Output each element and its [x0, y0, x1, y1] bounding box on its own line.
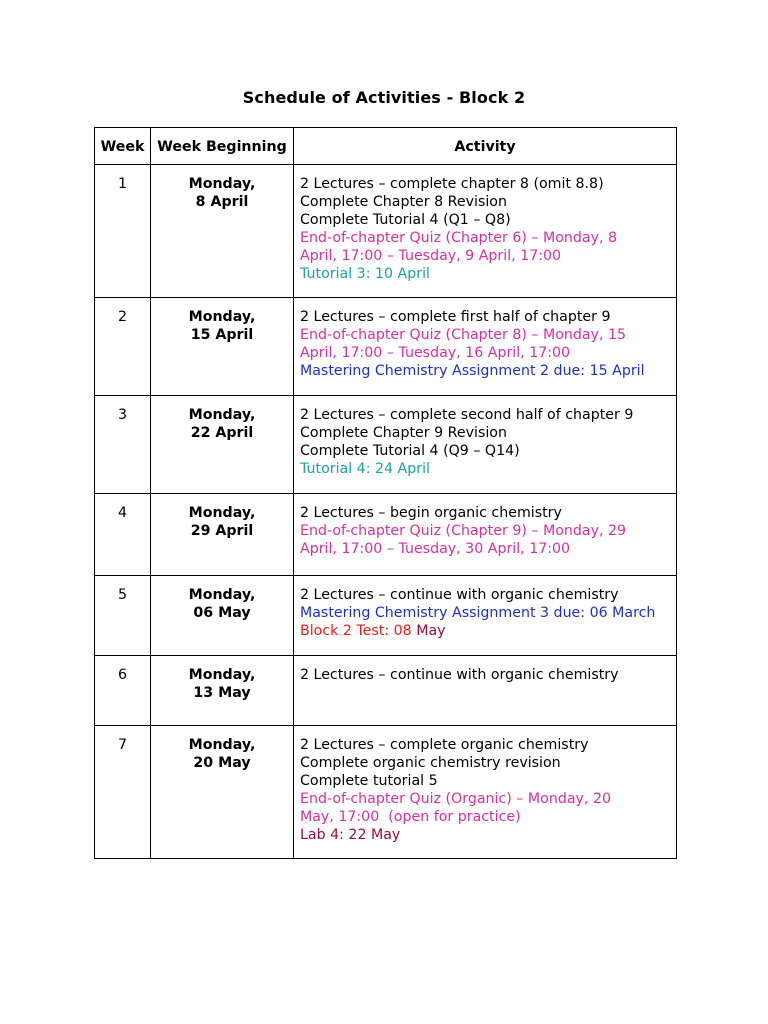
- activity-text: April, 17:00 – Tuesday, 9 April, 17:00: [300, 248, 562, 264]
- week-date: 15 April: [190, 327, 254, 343]
- activity-line: [300, 406, 672, 424]
- activity-line: [300, 622, 672, 640]
- activity-cell: [294, 656, 677, 726]
- activity-text: Mastering Chemistry Assignment 2 due: 15 April: [300, 363, 645, 379]
- table-row: [95, 576, 677, 656]
- activity-text: May, 17:00 (open for practice): [300, 809, 521, 825]
- activity-line: [300, 666, 672, 684]
- table-row: [95, 298, 677, 396]
- activity-text: Complete Chapter 9 Revision: [300, 425, 507, 441]
- header-row: [95, 128, 677, 165]
- activity-line: [300, 326, 672, 344]
- table-row: [95, 656, 677, 726]
- activity-line: [300, 193, 672, 211]
- activity-line: [300, 540, 672, 558]
- activity-text: 2 Lectures – complete second half of chapter 9: [300, 407, 634, 423]
- activity-text: Complete tutorial 5: [300, 773, 438, 789]
- activity-line: [300, 362, 672, 380]
- activity-cell: [294, 726, 677, 859]
- week-day: Monday,: [188, 587, 256, 603]
- activity-cell: [294, 298, 677, 396]
- week-day: Monday,: [188, 309, 256, 325]
- week-beginning-cell: [151, 165, 294, 298]
- week-number: 2: [95, 298, 151, 396]
- activity-line: [300, 826, 672, 844]
- week-date: 8 April: [195, 194, 249, 210]
- table-row: [95, 165, 677, 298]
- schedule-table: [94, 127, 677, 859]
- activity-line: [300, 604, 672, 622]
- activity-text: Complete Tutorial 4 (Q9 – Q14): [300, 443, 520, 459]
- week-beginning-cell: [151, 576, 294, 656]
- activity-line: [300, 211, 672, 229]
- header-week: Week: [95, 128, 151, 165]
- week-number: 7: [95, 726, 151, 859]
- activity-line: [300, 522, 672, 540]
- activity-text: End-of-chapter Quiz (Chapter 6) – Monday, 8: [300, 230, 618, 246]
- activity-text: Complete Chapter 8 Revision: [300, 194, 507, 210]
- activity-text: Mastering Chemistry Assignment 3 due: 06 March: [300, 605, 656, 621]
- activity-line: [300, 175, 672, 193]
- week-beginning-cell: [151, 726, 294, 859]
- activity-cell: [294, 494, 677, 576]
- week-beginning-cell: [151, 494, 294, 576]
- activity-text: Lab 4: 22 May: [300, 827, 401, 843]
- activity-line: [300, 308, 672, 326]
- week-date: 20 May: [193, 755, 251, 771]
- activity-line: [300, 586, 672, 604]
- activity-text: April, 17:00 – Tuesday, 16 April, 17:00: [300, 345, 571, 361]
- week-beginning-cell: [151, 298, 294, 396]
- activity-text: 2 Lectures – complete organic chemistry: [300, 737, 589, 753]
- activity-line: [300, 790, 672, 808]
- week-day: Monday,: [188, 737, 256, 753]
- activity-text: 2 Lectures – begin organic chemistry: [300, 505, 562, 521]
- week-date: 22 April: [190, 425, 254, 441]
- activity-text: End-of-chapter Quiz (Organic) – Monday, 20: [300, 791, 611, 807]
- week-beginning-cell: [151, 656, 294, 726]
- activity-text: 2 Lectures – complete chapter 8 (omit 8.8): [300, 176, 604, 192]
- activity-line: [300, 736, 672, 754]
- activity-text: End-of-chapter Quiz (Chapter 8) – Monday, 15: [300, 327, 627, 343]
- activity-text: End-of-chapter Quiz (Chapter 9) – Monday, 29: [300, 523, 627, 539]
- week-number: 4: [95, 494, 151, 576]
- activity-line: [300, 460, 672, 478]
- activity-line: [300, 424, 672, 442]
- header-week-beginning: Week Beginning: [151, 128, 294, 165]
- table-body: [95, 165, 677, 859]
- activity-line: [300, 754, 672, 772]
- activity-line: [300, 229, 672, 247]
- activity-line: [300, 772, 672, 790]
- activity-text: 2 Lectures – continue with organic chemistry: [300, 587, 619, 603]
- week-date: 29 April: [190, 523, 254, 539]
- activity-cell: [294, 165, 677, 298]
- activity-cell: [294, 576, 677, 656]
- activity-line: [300, 808, 672, 826]
- table-row: [95, 396, 677, 494]
- activity-line: [300, 344, 672, 362]
- activity-line: [300, 442, 672, 460]
- activity-text: Tutorial 4: 24 April: [300, 461, 430, 477]
- activity-line: [300, 247, 672, 265]
- activity-line: [300, 504, 672, 522]
- week-number: 6: [95, 656, 151, 726]
- week-date: 13 May: [193, 685, 251, 701]
- week-day: Monday,: [188, 176, 256, 192]
- week-day: Monday,: [188, 505, 256, 521]
- table-row: [95, 494, 677, 576]
- activity-text: Tutorial 3: 10 April: [300, 266, 430, 282]
- activity-text: 2 Lectures – continue with organic chemistry: [300, 667, 619, 683]
- activity-text: 2 Lectures – complete first half of chapter 9: [300, 309, 611, 325]
- activity-text: Block 2 Test: 08: [300, 623, 417, 639]
- week-beginning-cell: [151, 396, 294, 494]
- activity-text: Complete organic chemistry revision: [300, 755, 561, 771]
- week-number: 3: [95, 396, 151, 494]
- week-day: Monday,: [188, 407, 256, 423]
- activity-text: Complete Tutorial 4 (Q1 – Q8): [300, 212, 511, 228]
- document-title: Schedule of Activities - Block 2: [242, 88, 526, 107]
- activity-cell: [294, 396, 677, 494]
- week-number: 1: [95, 165, 151, 298]
- week-day: Monday,: [188, 667, 256, 683]
- table-row: [95, 726, 677, 859]
- week-date: 06 May: [193, 605, 251, 621]
- week-number: 5: [95, 576, 151, 656]
- activity-text: May: [416, 623, 446, 639]
- activity-line: [300, 265, 672, 283]
- table-header: [95, 128, 677, 165]
- header-activity: Activity: [294, 128, 677, 165]
- activity-text: April, 17:00 – Tuesday, 30 April, 17:00: [300, 541, 571, 557]
